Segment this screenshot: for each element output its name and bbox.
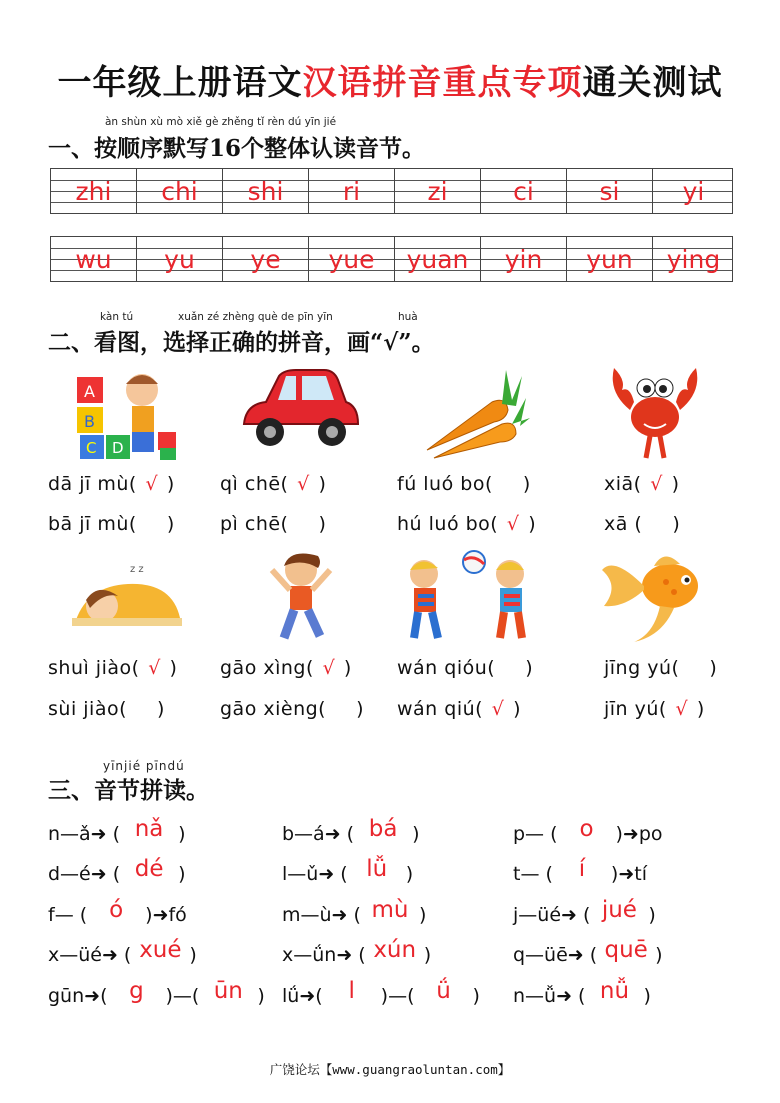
title-part: 通关测试 (582, 63, 723, 103)
answer-text: mù (371, 897, 409, 923)
option-close: ) (166, 473, 175, 495)
prompt-text: p— ( (513, 823, 558, 845)
happy-boy-image (266, 546, 336, 646)
check-mark: √ (491, 698, 505, 720)
syllable-item (282, 937, 432, 967)
syllable-item (282, 897, 427, 927)
grid-cell-syllable: wu (51, 237, 137, 281)
syllable-item (48, 978, 265, 1008)
section3-pinyin: yīnjié pīndú (103, 759, 185, 773)
option-text: jīng yú( (604, 657, 680, 679)
option-text: pì chē( (220, 513, 289, 535)
option-text: hú luó bo( (397, 513, 499, 535)
pinyin-option (220, 698, 364, 720)
answer-text: xún (373, 937, 417, 963)
answer-text: o (579, 816, 594, 842)
pinyin-option (48, 698, 165, 720)
answer-text: ǘ (436, 978, 451, 1004)
grid-cell-syllable: yuan (395, 237, 481, 281)
answer-text: xué (139, 937, 182, 963)
pinyin-option (220, 513, 326, 535)
prompt-text: )➜tí (610, 863, 647, 885)
grid-cell-syllable: yun (567, 237, 653, 281)
option-close: ) (672, 513, 681, 535)
kids-volleyball-image (404, 546, 532, 646)
option-close: ) (513, 698, 521, 720)
four-line-grid-2 (50, 236, 733, 282)
section2-pinyin-2: xuǎn zé zhèng què de pīn yīn (178, 311, 333, 323)
answer-text: lǚ (366, 856, 388, 882)
section3-heading: 三、音节拼读。 (48, 777, 209, 804)
answer-text: l (348, 978, 355, 1004)
prompt-text: ) (257, 985, 265, 1007)
grid-cell-syllable: ying (666, 245, 721, 274)
option-text: xā ( (604, 513, 643, 535)
option-text: wán qióu( (397, 657, 496, 679)
prompt-text: )—( (380, 985, 415, 1007)
pinyin-option (397, 513, 536, 535)
prompt-text: ) (655, 944, 663, 966)
prompt-text: ) (472, 985, 480, 1007)
syllable-item (513, 978, 651, 1008)
prompt-text: gūn➜( (48, 985, 108, 1007)
syllable-item (513, 856, 647, 886)
prompt-text: ) (643, 985, 651, 1007)
syllable-item (513, 937, 663, 967)
pinyin-option (220, 473, 326, 495)
section2-pinyin-3: huà (398, 311, 418, 323)
section2-heading: 二、看图，选择正确的拼音，画“√”。 (48, 329, 435, 356)
option-close: ) (525, 657, 534, 679)
pinyin-option (48, 657, 177, 679)
prompt-text: ) (178, 823, 186, 845)
grid-cell-syllable: yu (137, 237, 223, 281)
grid-cell-syllable: si (567, 169, 653, 213)
svg-text:A: A (84, 382, 95, 401)
svg-text:D: D (112, 439, 124, 457)
prompt-text: ) (648, 904, 656, 926)
option-text: xiā( (604, 473, 642, 495)
section1-heading: 一、按顺序默写16个整体认读音节。 (48, 135, 426, 162)
red-car-image (234, 362, 364, 462)
page-title (0, 55, 780, 104)
svg-text:C: C (86, 439, 97, 457)
footer-source: 广饶论坛【www.guangraoluntan.com】 (269, 1062, 511, 1077)
pinyin-option (397, 473, 531, 495)
pinyin-option (604, 698, 705, 720)
prompt-text: )➜fó (145, 904, 187, 926)
syllable-item (48, 937, 197, 967)
option-text: qì chē( (220, 473, 289, 495)
option-text: jīn yú( (604, 698, 667, 720)
prompt-text: j—üé➜ ( (513, 904, 591, 926)
answer-text: nǚ (599, 978, 630, 1004)
option-text: shuì jiào( (48, 657, 140, 679)
lobster-image (600, 362, 710, 462)
answer-text: jué (601, 897, 637, 923)
carrots-image (422, 362, 532, 462)
answer-text: quē (604, 937, 648, 963)
prompt-text: n—ǚ➜ ( (513, 985, 586, 1007)
prompt-text: ) (178, 863, 186, 885)
syllable-item (282, 978, 480, 1008)
grid-cell-syllable: yin (481, 237, 567, 281)
grid-cell-syllable: zi (395, 169, 481, 213)
answer-text: í (578, 856, 586, 882)
svg-text:B: B (84, 412, 95, 431)
check-mark: √ (650, 473, 663, 495)
option-close: ) (696, 698, 705, 720)
prompt-text: t— ( (513, 863, 553, 885)
option-text: gāo xièng( (220, 698, 327, 720)
check-mark: √ (675, 698, 689, 720)
goldfish-image (594, 546, 710, 646)
pinyin-option (604, 473, 680, 495)
syllable-item (282, 816, 420, 846)
pinyin-option (604, 513, 680, 535)
pinyin-option (604, 657, 717, 679)
prompt-text: lǘ➜( (282, 985, 323, 1007)
pinyin-option (48, 473, 175, 495)
syllable-item (48, 816, 186, 846)
check-mark: √ (297, 473, 310, 495)
syllable-item (48, 856, 186, 886)
option-text: wán qiú( (397, 698, 484, 720)
prompt-text: ) (418, 904, 427, 926)
prompt-text: f— ( (48, 904, 88, 926)
prompt-text: )—( (165, 985, 200, 1007)
option-close: ) (356, 698, 365, 720)
option-close: ) (671, 473, 680, 495)
answer-text: ūn (213, 978, 243, 1004)
grid-cell-syllable: yi (682, 177, 705, 206)
answer-text: dé (134, 856, 164, 882)
prompt-text: ) (405, 863, 414, 885)
grid-cell-syllable: ye (223, 237, 309, 281)
option-close: ) (169, 657, 178, 679)
grid-cell-syllable: chi (137, 169, 223, 213)
pinyin-option (220, 657, 352, 679)
syllable-item (513, 897, 656, 927)
prompt-text: ) (412, 823, 420, 845)
option-text: sùi jiào( (48, 698, 127, 720)
option-text: fú luó bo( (397, 473, 493, 495)
section1-pinyin: àn shùn xù mò xiě gè zhěng tǐ rèn dú yīn jié (105, 116, 337, 128)
option-text: gāo xìng( (220, 657, 314, 679)
option-close: ) (318, 473, 327, 495)
prompt-text: m—ù➜ ( (282, 904, 361, 926)
pinyin-option (397, 657, 533, 679)
four-line-grid-1 (50, 168, 733, 214)
blocks-boy-image (72, 362, 182, 462)
answer-text: bá (368, 816, 398, 842)
check-mark: √ (148, 657, 161, 679)
prompt-text: d—é➜ ( (48, 863, 121, 885)
sleeping-girl-image (68, 546, 186, 646)
prompt-text: x—üé➜ ( (48, 944, 132, 966)
grid-cell-syllable: ci (481, 169, 567, 213)
option-close: ) (343, 657, 352, 679)
option-text: dā jī mù( (48, 473, 137, 495)
option-close: ) (709, 657, 718, 679)
check-mark: √ (322, 657, 336, 679)
pinyin-option (397, 698, 521, 720)
prompt-text: ) (189, 944, 197, 966)
prompt-text: x—ǘn➜ ( (282, 944, 366, 966)
answer-text: nǎ (134, 816, 164, 842)
option-close: ) (157, 698, 165, 720)
grid-cell-syllable: shi (223, 169, 309, 213)
prompt-text: )➜po (615, 823, 663, 845)
syllable-item (48, 897, 187, 927)
pinyin-option (48, 513, 175, 535)
grid-cell-syllable: yue (309, 237, 395, 281)
title-part: 一年级上册语文 (57, 63, 303, 103)
answer-text: ó (109, 897, 124, 923)
option-close: ) (166, 513, 175, 535)
svg-text:z z: z z (130, 564, 144, 575)
prompt-text: ) (423, 944, 432, 966)
option-text: bā jī mù( (48, 513, 137, 535)
syllable-item (513, 816, 663, 846)
prompt-text: n—ǎ➜ ( (48, 823, 121, 845)
section2-pinyin-1: kàn tú (100, 311, 134, 323)
option-close: ) (528, 513, 537, 535)
check-mark: √ (506, 513, 520, 535)
answer-text: g (129, 978, 144, 1004)
title-highlight: 汉语拼音重点专项 (302, 63, 583, 103)
prompt-text: b—á➜ ( (282, 823, 355, 845)
grid-cell-syllable: ri (309, 169, 395, 213)
syllable-item (282, 856, 414, 886)
option-close: ) (522, 473, 531, 495)
option-close: ) (318, 513, 327, 535)
prompt-text: q—üē➜ ( (513, 944, 598, 966)
grid-cell-syllable: zhi (51, 169, 137, 213)
check-mark: √ (145, 473, 159, 495)
prompt-text: l—ǔ➜ ( (282, 863, 348, 885)
